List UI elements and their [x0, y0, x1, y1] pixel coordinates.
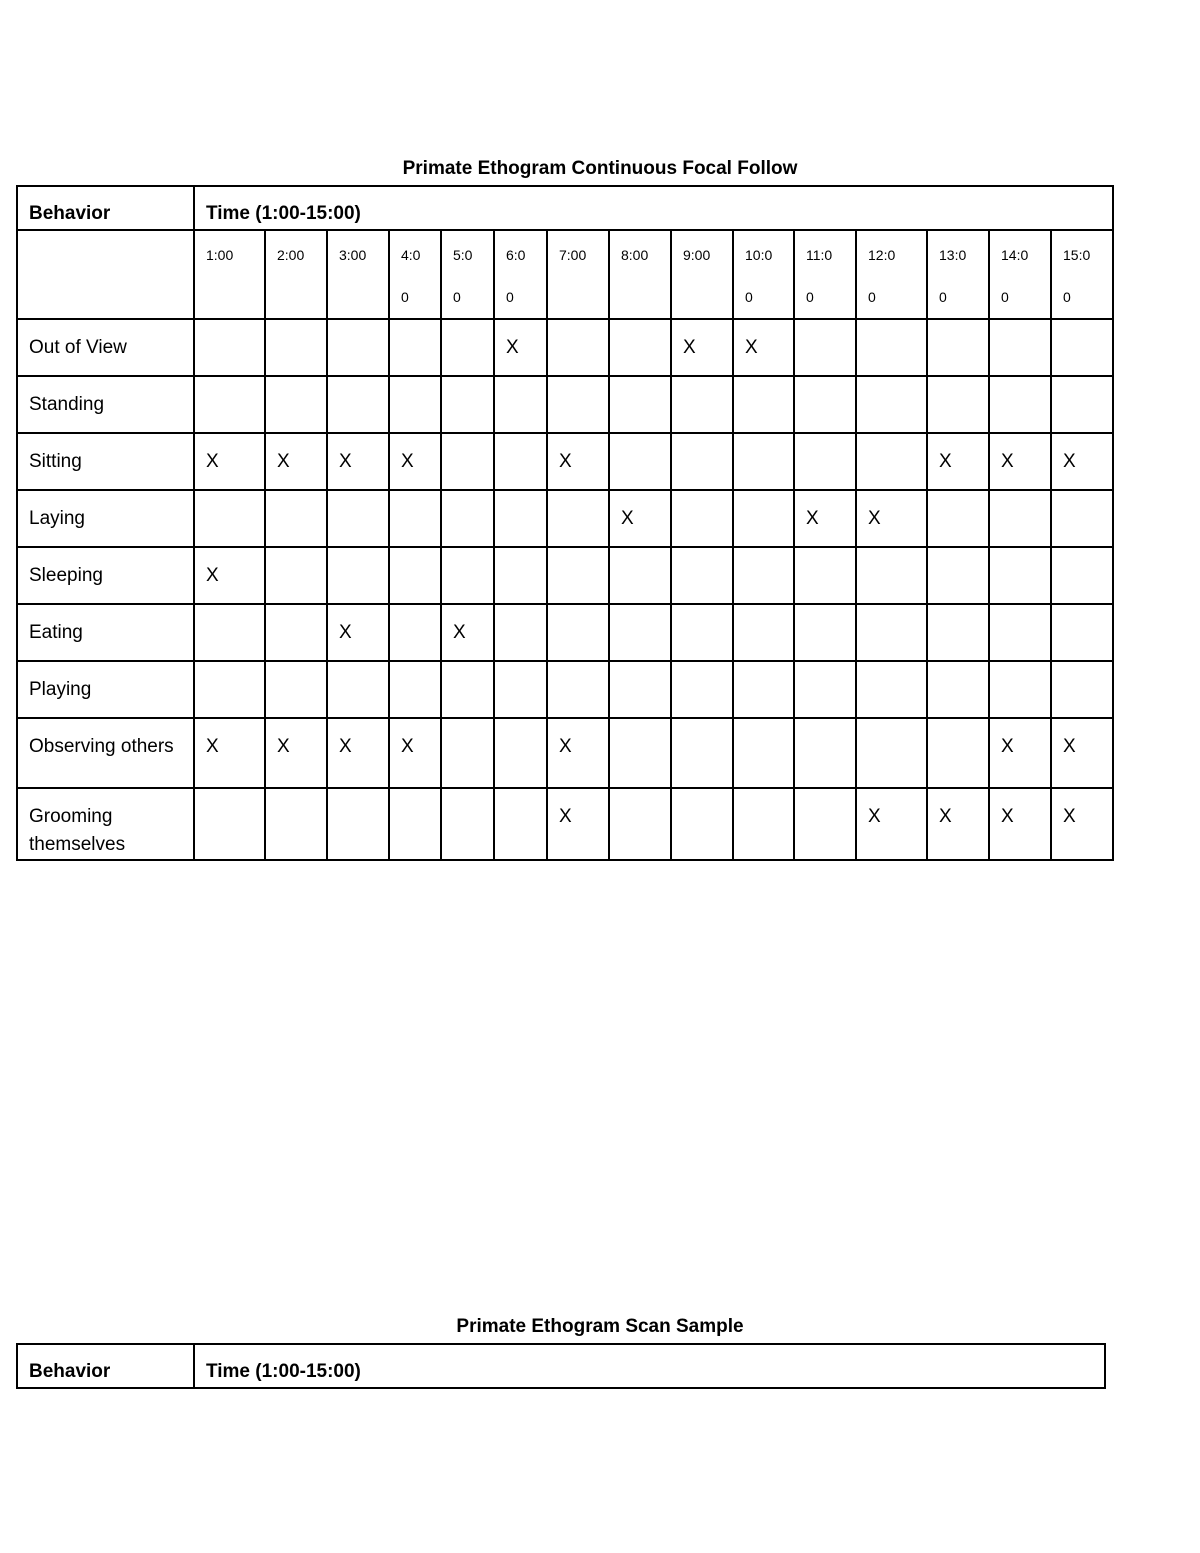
observation-cell	[989, 547, 1051, 604]
time-tick-cell	[927, 230, 989, 319]
observation-cell	[1051, 604, 1113, 661]
observation-cell	[733, 718, 794, 788]
observation-cell	[547, 319, 609, 376]
observation-cell	[671, 604, 733, 661]
observation-cell	[389, 490, 441, 547]
observation-cell: X	[1051, 433, 1113, 490]
time-tick-label: 6:0 0	[506, 247, 526, 305]
observation-cell	[327, 661, 389, 718]
observation-cell	[927, 490, 989, 547]
time-tick-label: 12:0 0	[868, 247, 896, 305]
observation-cell	[494, 604, 547, 661]
observation-cell	[856, 433, 927, 490]
time-tick-cell	[494, 230, 547, 319]
time-tick-label: 11:0 0	[806, 247, 833, 305]
observation-cell	[1051, 547, 1113, 604]
time-tick-cell	[327, 230, 389, 319]
observation-cell	[494, 718, 547, 788]
observation-cell: X	[327, 718, 389, 788]
observation-cell	[265, 376, 327, 433]
observation-cell	[927, 604, 989, 661]
time-tick-label: 8:00	[621, 247, 649, 263]
observation-cell	[1051, 661, 1113, 718]
observation-cell: X	[265, 718, 327, 788]
time-tick-label: 5:0 0	[453, 247, 473, 305]
observation-cell	[733, 490, 794, 547]
behavior-row	[17, 718, 1113, 788]
observation-cell	[671, 718, 733, 788]
time-tick-label: 3:00	[339, 247, 367, 263]
observation-cell: X	[441, 604, 494, 661]
observation-cell	[856, 604, 927, 661]
time-tick-label: 9:00	[683, 247, 711, 263]
behavior-column-header: Behavior	[17, 186, 194, 230]
observation-cell	[494, 376, 547, 433]
observation-cell	[194, 490, 265, 547]
time-tick-label: 14:0 0	[1001, 247, 1029, 305]
observation-cell	[927, 319, 989, 376]
observation-cell	[989, 604, 1051, 661]
observation-cell	[265, 661, 327, 718]
continuous-focal-follow-title: Primate Ethogram Continuous Focal Follow	[402, 158, 798, 179]
observation-cell: X	[856, 788, 927, 860]
observation-cell: X	[1051, 788, 1113, 860]
observation-cell	[609, 376, 671, 433]
observation-cell: X	[327, 433, 389, 490]
observation-cell	[989, 490, 1051, 547]
behavior-label: Sitting	[17, 433, 194, 490]
observation-cell: X	[327, 604, 389, 661]
blank-header-cell	[17, 230, 194, 319]
time-tick-cell	[265, 230, 327, 319]
observation-cell	[547, 376, 609, 433]
observation-cell	[609, 661, 671, 718]
time-tick-cell	[671, 230, 733, 319]
observation-cell	[547, 547, 609, 604]
observation-cell	[194, 788, 265, 860]
observation-cell: X	[989, 718, 1051, 788]
time-tick-cell	[989, 230, 1051, 319]
observation-cell	[194, 376, 265, 433]
behavior-row	[17, 604, 1113, 661]
observation-cell	[441, 490, 494, 547]
behavior-label: Eating	[17, 604, 194, 661]
observation-cell	[194, 604, 265, 661]
time-tick-cell	[1051, 230, 1113, 319]
time-tick-cell	[794, 230, 856, 319]
observation-cell	[856, 319, 927, 376]
observation-cell	[441, 788, 494, 860]
observation-cell: X	[194, 433, 265, 490]
observation-cell	[327, 788, 389, 860]
observation-cell	[494, 788, 547, 860]
scan-sample-table	[16, 1343, 1106, 1389]
observation-cell	[389, 319, 441, 376]
time-tick-label: 10:0 0	[745, 247, 773, 305]
observation-cell	[856, 547, 927, 604]
behavior-row	[17, 788, 1113, 860]
time-tick-label: 1:00	[206, 247, 234, 263]
observation-cell: X	[856, 490, 927, 547]
observation-cell	[389, 604, 441, 661]
observation-cell	[547, 604, 609, 661]
behavior-row	[17, 661, 1113, 718]
behavior-label: Standing	[17, 376, 194, 433]
observation-cell: X	[927, 433, 989, 490]
time-range-header: Time (1:00-15:00)	[194, 1344, 1105, 1388]
observation-cell	[609, 319, 671, 376]
observation-cell: X	[194, 547, 265, 604]
time-tick-label: 2:00	[277, 247, 305, 263]
time-tick-cell	[733, 230, 794, 319]
observation-cell	[441, 319, 494, 376]
observation-cell	[794, 376, 856, 433]
observation-cell	[989, 319, 1051, 376]
behavior-label: Out of View	[17, 319, 194, 376]
observation-cell	[441, 718, 494, 788]
behavior-row	[17, 319, 1113, 376]
observation-cell	[494, 433, 547, 490]
observation-cell	[327, 376, 389, 433]
observation-cell	[671, 490, 733, 547]
time-tick-cell	[547, 230, 609, 319]
observation-cell: X	[547, 788, 609, 860]
observation-cell: X	[927, 788, 989, 860]
observation-cell: X	[1051, 718, 1113, 788]
observation-cell	[265, 319, 327, 376]
observation-cell	[609, 433, 671, 490]
time-tick-cell	[609, 230, 671, 319]
time-tick-cell	[441, 230, 494, 319]
observation-cell: X	[733, 319, 794, 376]
observation-cell	[927, 661, 989, 718]
observation-cell	[265, 788, 327, 860]
observation-cell: X	[547, 718, 609, 788]
scan-sample-title: Primate Ethogram Scan Sample	[456, 1316, 744, 1337]
observation-cell	[733, 788, 794, 860]
observation-cell	[494, 547, 547, 604]
observation-cell	[609, 604, 671, 661]
observation-cell	[671, 433, 733, 490]
observation-cell	[856, 661, 927, 718]
observation-cell	[794, 547, 856, 604]
observation-cell	[194, 319, 265, 376]
observation-cell	[547, 661, 609, 718]
behavior-column-header: Behavior	[17, 1344, 194, 1388]
observation-cell	[989, 661, 1051, 718]
behavior-row	[17, 490, 1113, 547]
behavior-label: Sleeping	[17, 547, 194, 604]
observation-cell	[671, 376, 733, 433]
observation-cell	[609, 718, 671, 788]
observation-cell	[327, 547, 389, 604]
observation-cell	[327, 490, 389, 547]
observation-cell	[389, 547, 441, 604]
observation-cell	[441, 547, 494, 604]
observation-cell	[265, 604, 327, 661]
observation-cell: X	[265, 433, 327, 490]
observation-cell	[733, 433, 794, 490]
observation-cell	[441, 376, 494, 433]
observation-cell	[441, 661, 494, 718]
time-tick-cell	[856, 230, 927, 319]
observation-cell	[989, 376, 1051, 433]
time-tick-label: 13:0 0	[939, 247, 967, 305]
observation-cell: X	[389, 718, 441, 788]
observation-cell	[547, 490, 609, 547]
observation-cell	[794, 661, 856, 718]
observation-cell	[327, 319, 389, 376]
observation-cell	[389, 788, 441, 860]
observation-cell	[389, 661, 441, 718]
observation-cell	[794, 718, 856, 788]
observation-cell	[856, 376, 927, 433]
observation-cell	[733, 376, 794, 433]
observation-cell	[609, 788, 671, 860]
observation-cell: X	[989, 788, 1051, 860]
behavior-row	[17, 433, 1113, 490]
time-tick-label: 4:0 0	[401, 247, 421, 305]
observation-cell	[927, 718, 989, 788]
observation-cell	[733, 661, 794, 718]
observation-cell: X	[547, 433, 609, 490]
behavior-label: Playing	[17, 661, 194, 718]
observation-cell	[265, 547, 327, 604]
observation-cell	[927, 547, 989, 604]
behavior-label: Grooming themselves	[17, 788, 194, 860]
observation-cell: X	[609, 490, 671, 547]
observation-cell	[441, 433, 494, 490]
time-tick-label: 7:00	[559, 247, 587, 263]
time-range-header: Time (1:00-15:00)	[194, 186, 1113, 230]
observation-cell	[927, 376, 989, 433]
observation-cell	[733, 604, 794, 661]
observation-cell: X	[794, 490, 856, 547]
observation-cell: X	[389, 433, 441, 490]
observation-cell	[794, 319, 856, 376]
observation-cell	[494, 661, 547, 718]
observation-cell: X	[671, 319, 733, 376]
focal-follow-table	[16, 185, 1114, 861]
observation-cell	[194, 661, 265, 718]
behavior-row	[17, 547, 1113, 604]
observation-cell	[609, 547, 671, 604]
observation-cell	[794, 433, 856, 490]
observation-cell: X	[494, 319, 547, 376]
observation-cell	[1051, 319, 1113, 376]
behavior-row	[17, 376, 1113, 433]
behavior-label: Laying	[17, 490, 194, 547]
observation-cell	[265, 490, 327, 547]
time-tick-cell	[389, 230, 441, 319]
time-tick-label: 15:0 0	[1063, 247, 1091, 305]
time-tick-cell	[194, 230, 265, 319]
observation-cell	[1051, 376, 1113, 433]
observation-cell: X	[194, 718, 265, 788]
observation-cell	[494, 490, 547, 547]
observation-cell	[1051, 490, 1113, 547]
observation-cell	[389, 376, 441, 433]
behavior-label: Observing others	[17, 718, 194, 788]
observation-cell	[794, 604, 856, 661]
observation-cell	[856, 718, 927, 788]
observation-cell	[671, 547, 733, 604]
observation-cell	[671, 661, 733, 718]
observation-cell: X	[989, 433, 1051, 490]
observation-cell	[794, 788, 856, 860]
observation-cell	[733, 547, 794, 604]
observation-cell	[671, 788, 733, 860]
